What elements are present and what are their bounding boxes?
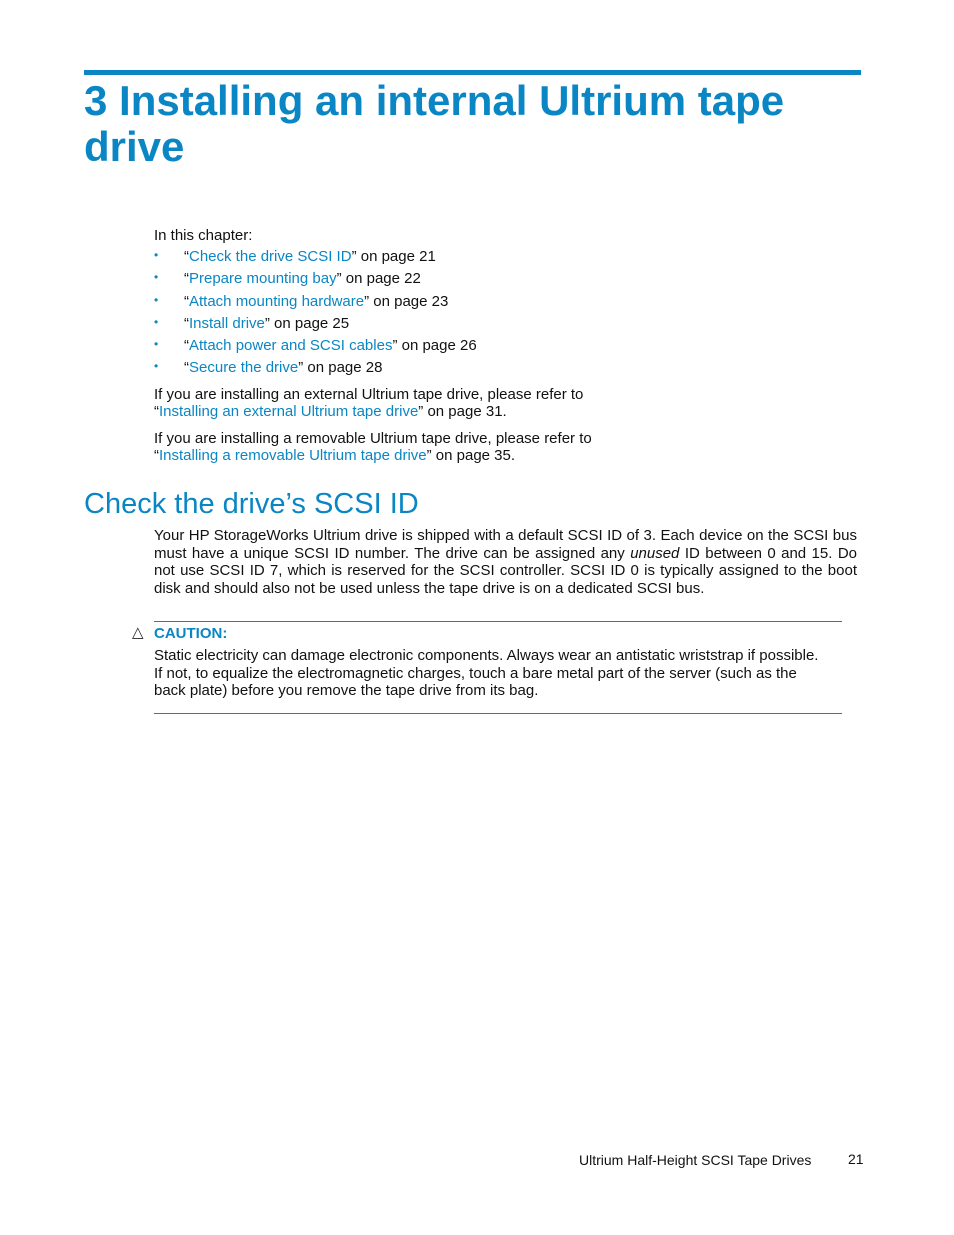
removable-note-text: If you are installing a removable Ultrium tape drive, please refer to	[154, 430, 592, 447]
page-ref: ” on page 31.	[418, 403, 507, 420]
list-item	[154, 357, 477, 379]
page-number: 21	[848, 1151, 864, 1167]
bullet-icon: •	[154, 270, 159, 285]
bullet-icon: •	[154, 359, 159, 374]
xref-link-secure-drive[interactable]: Secure the drive	[189, 359, 299, 377]
external-note-text: If you are installing an external Ultrium tape drive, please refer to	[154, 386, 584, 403]
bullet-icon: •	[154, 292, 159, 307]
emphasis-text: unused	[630, 544, 680, 562]
caution-triangle-icon: △	[132, 624, 144, 641]
open-quote: “	[184, 292, 189, 310]
page-ref: ” on page 28	[298, 359, 383, 377]
caution-top-rule	[154, 621, 842, 622]
open-quote: “	[184, 359, 189, 377]
body-text: Your HP StorageWorks Ultrium drive is shipped with a default SCSI ID of 3. Each device on the SCSI bus must have a unique SCSI ID number. The drive can be assigned any	[154, 527, 857, 562]
caution-bottom-rule	[154, 713, 842, 714]
list-item	[154, 291, 477, 313]
xref-link-check-scsi-id[interactable]: Check the drive SCSI ID	[189, 248, 352, 265]
chapter-title: 3 Installing an internal Ultrium tape drive	[84, 77, 785, 170]
list-item	[154, 246, 477, 268]
intro-label: In this chapter:	[154, 227, 253, 244]
bullet-icon: •	[154, 248, 159, 262]
scsi-id-paragraph	[154, 527, 857, 597]
external-drive-note	[154, 386, 634, 420]
page-ref: ” on page 26	[392, 337, 477, 355]
page-ref: ” on page 22	[336, 270, 421, 288]
footer-title: Ultrium Half-Height SCSI Tape Drives	[579, 1152, 812, 1168]
list-item	[154, 268, 477, 290]
bullet-icon: •	[154, 337, 159, 352]
list-item	[154, 335, 477, 357]
xref-link-prepare-bay[interactable]: Prepare mounting bay	[189, 270, 337, 288]
open-quote: “	[184, 270, 189, 288]
page-ref: ” on page 23	[364, 292, 449, 310]
page-ref: ” on page 35.	[426, 447, 516, 464]
bullet-icon: •	[154, 314, 159, 329]
xref-link-external-drive[interactable]: Installing an external Ultrium tape drive	[159, 403, 419, 420]
caution-text: Static electricity can damage electronic components. Always wear an antistatic wriststrap if possible. If not, to equalize the electromagnetic charges, touch a bare metal part of the server (such as the back plate) before you remove the tape drive from its bag.	[154, 647, 819, 699]
xref-link-removable-drive[interactable]: Installing a removable Ultrium tape drive	[159, 447, 427, 464]
open-quote: “	[184, 314, 189, 332]
xref-link-install-drive[interactable]: Install drive	[189, 314, 265, 332]
xref-link-attach-cables[interactable]: Attach power and SCSI cables	[189, 337, 393, 355]
section-heading: Check the drive’s SCSI ID	[84, 488, 419, 520]
open-quote: “	[184, 248, 189, 265]
caution-label: CAUTION:	[154, 625, 228, 642]
page-ref: ” on page 21	[351, 248, 436, 265]
xref-link-attach-hardware[interactable]: Attach mounting hardware	[189, 292, 365, 310]
list-item	[154, 313, 477, 335]
body-text: ID between 0 and 15. Do not use SCSI ID 7, which is reserved for the SCSI controller. SCSI ID 0 is typically assigned to the boot disk and should also not be used unless the tape drive is on a dedicated SCSI bus.	[154, 544, 857, 597]
removable-drive-note	[154, 430, 634, 464]
open-quote: “	[154, 403, 159, 420]
page-ref: ” on page 25	[264, 314, 350, 332]
chapter-top-rule	[84, 70, 861, 75]
open-quote: “	[184, 337, 189, 355]
chapter-contents-list	[154, 246, 477, 380]
open-quote: “	[154, 447, 159, 464]
